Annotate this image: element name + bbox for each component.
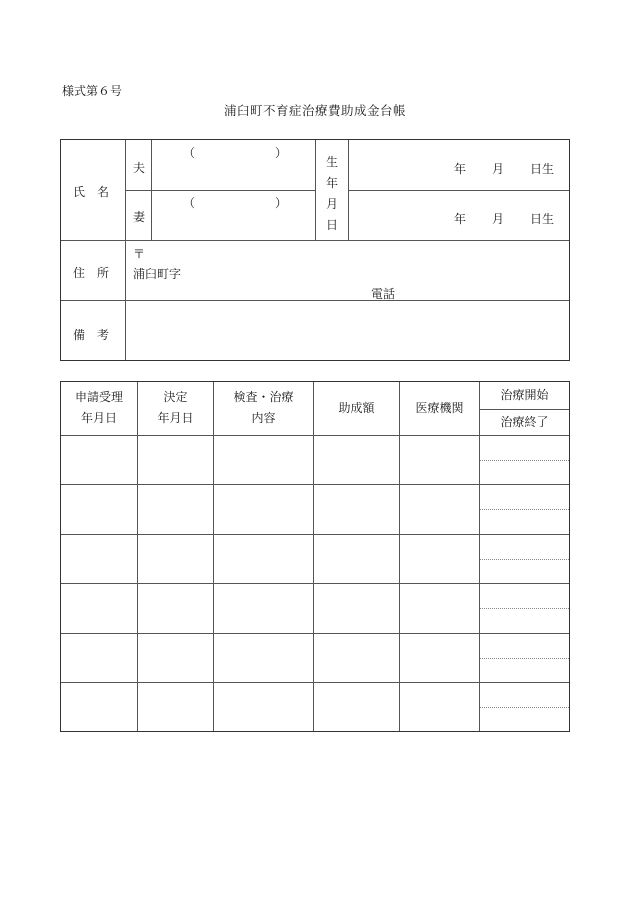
husband-birth-day: 日生 — [530, 162, 555, 176]
header-decision-date-line1: 決定 — [163, 390, 188, 404]
header-subsidy-amount: 助成額 — [338, 401, 375, 415]
form-number: 様式第６号 — [62, 84, 123, 98]
husband-birth-month: 月 — [492, 162, 505, 176]
header-treatment-content-line1: 検査・治療 — [233, 390, 294, 404]
wife-birth-month: 月 — [492, 212, 505, 226]
birth-label-2: 年 — [326, 176, 339, 190]
husband-furigana-close: ） — [275, 146, 288, 160]
birth-label-1: 生 — [326, 155, 339, 169]
wife-birth-year: 年 — [454, 212, 467, 226]
subsidy-ledger-table — [60, 381, 570, 732]
postal-mark: 〒 — [133, 247, 146, 261]
husband-furigana-open: （ — [183, 146, 196, 160]
header-treatment-end: 治療終了 — [500, 415, 549, 429]
document-title: 浦臼町不育症治療費助成金台帳 — [223, 103, 406, 118]
birth-label-4: 日 — [326, 218, 339, 232]
phone-label: 電話 — [371, 287, 396, 301]
header-medical-institution: 医療機関 — [415, 401, 464, 415]
header-decision-date — [138, 387, 213, 429]
name-label: 氏 名 — [73, 185, 110, 199]
header-application-date-line2: 年月日 — [80, 411, 117, 425]
address-label: 住 所 — [73, 266, 110, 280]
birth-label-3: 月 — [326, 197, 339, 211]
header-treatment-start: 治療開始 — [500, 388, 549, 402]
header-application-date-line1: 申請受理 — [74, 390, 123, 404]
wife-birth-day: 日生 — [530, 212, 555, 226]
header-treatment-content-line2: 内容 — [251, 411, 276, 425]
wife-furigana-open: （ — [183, 196, 196, 210]
header-treatment-content — [214, 387, 313, 429]
husband-label: 夫 — [133, 161, 146, 175]
wife-label: 妻 — [133, 210, 146, 224]
wife-furigana-close: ） — [275, 196, 288, 210]
header-decision-date-line2: 年月日 — [157, 411, 194, 425]
address-prefix: 浦臼町字 — [133, 267, 182, 281]
header-application-date — [61, 387, 137, 429]
husband-birth-year: 年 — [454, 162, 467, 176]
remarks-label: 備 考 — [73, 328, 110, 342]
applicant-info-table — [60, 139, 570, 361]
